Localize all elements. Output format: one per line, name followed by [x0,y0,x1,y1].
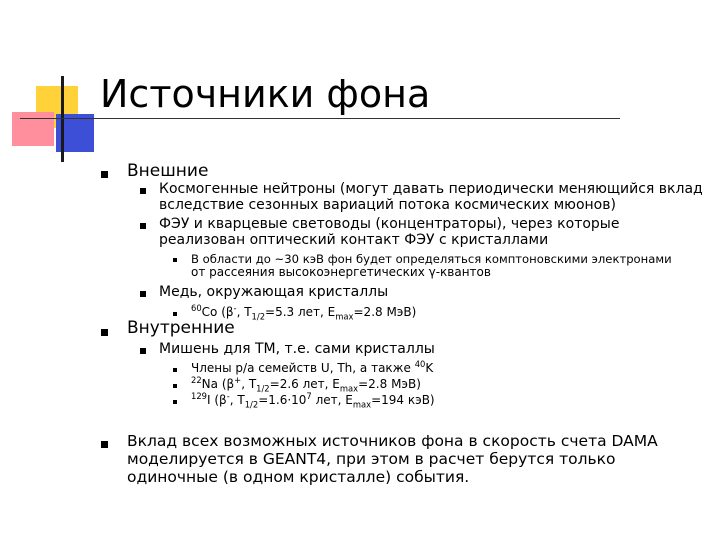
bullet-icon [140,188,146,194]
external-item-3: Медь, окружающая кристаллы [159,284,389,300]
internal-sub-2: $^{22}$Na (β+, $T_{1/2}=2.6$ лет, $E_{max}=2.8$ МэВ) [191,375,421,394]
bullet-icon [173,258,177,262]
bullet-icon [140,291,146,297]
decor-horizontal-line [20,118,620,119]
slide-title: Источники фона [100,72,431,116]
external-item-2-sub-line-1: В области до ~30 кэВ фон будет определяться комптоновскими электронами [191,252,672,266]
bullet-icon [173,400,177,404]
heading-internal: Внутренние [127,318,235,338]
bullet-icon [140,348,146,354]
external-item-1-line-1: Космогенные нейтроны (могут давать периодически меняющийся вклад [159,181,703,197]
bullet-icon [173,368,177,372]
bullet-icon [173,384,177,388]
external-item-2-line-2: реализован оптический контакт ФЭУ с кристаллами [159,232,549,248]
external-item-1-line-2: вследствие сезонных вариаций потока космических мюонов) [159,197,616,213]
bullet-icon [140,223,146,229]
heading-external: Внешние [127,161,209,181]
external-item-2-line-1: ФЭУ и кварцевые световоды (концентраторы), через которые [159,216,620,232]
internal-item-1: Мишень для ТМ, т.е. сами кристаллы [159,341,435,357]
bullet-icon [101,171,108,178]
conclusion-line-3: одиночные (в одном кристалле) события. [127,468,470,486]
decor-vertical-line [61,76,64,162]
internal-sub-3: $^{129}$I (β-, $T_{1/2}=1.6\cdot 10^7$ лет, $E_{max}=194$ кэВ) [191,391,435,410]
conclusion-line-2: моделируется в GEANT4, при этом в расчет берутся только [127,450,616,468]
bullet-icon [173,312,177,316]
internal-sub-1: Члены р/а семейств U, Th, а также $^{40}$K [191,359,434,375]
conclusion-line-1: Вклад всех возможных источников фона в скорость счета DAMA [127,432,658,450]
bullet-icon [101,441,108,448]
external-item-2-sub-line-2: от рассеяния высокоэнергетических γ-квантов [191,265,491,279]
external-item-3-sub: $^{60}$Co (β-, $T_{1/2}=5.3$ лет, $E_{max}=2.8$ МэВ) [191,303,417,322]
bullet-icon [101,329,108,336]
